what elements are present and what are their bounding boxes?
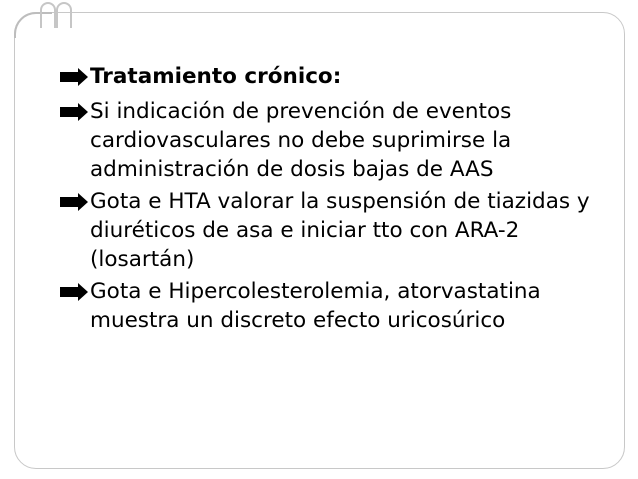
arrow-bullet-icon	[60, 283, 88, 301]
bullet-text: Gota e Hipercolesterolemia, atorvastatina muestra un discreto efecto uricosúrico	[90, 279, 541, 333]
slide-content	[56, 62, 626, 338]
bullet-item-aas	[56, 97, 626, 184]
ring-left	[40, 2, 56, 28]
arrow-bullet-icon	[60, 193, 88, 211]
bullet-item-gota-hta	[56, 187, 626, 274]
bullet-text: Si indicación de prevención de eventos cardiovasculares no debe suprimirse la administración de dosis bajas de AAS	[90, 99, 512, 182]
binding-rings-icon	[40, 0, 72, 30]
ring-right	[56, 2, 72, 28]
bullet-item-gota-hipercolesterolemia	[56, 277, 626, 335]
arrow-bullet-icon	[60, 103, 88, 121]
bullet-text: Gota e HTA valorar la suspensión de tiazidas y diuréticos de asa e iniciar tto con ARA-2 (losartán)	[90, 189, 590, 272]
bullet-heading	[56, 62, 626, 91]
arrow-bullet-icon	[60, 68, 88, 86]
heading-text: Tratamiento crónico:	[90, 64, 342, 89]
